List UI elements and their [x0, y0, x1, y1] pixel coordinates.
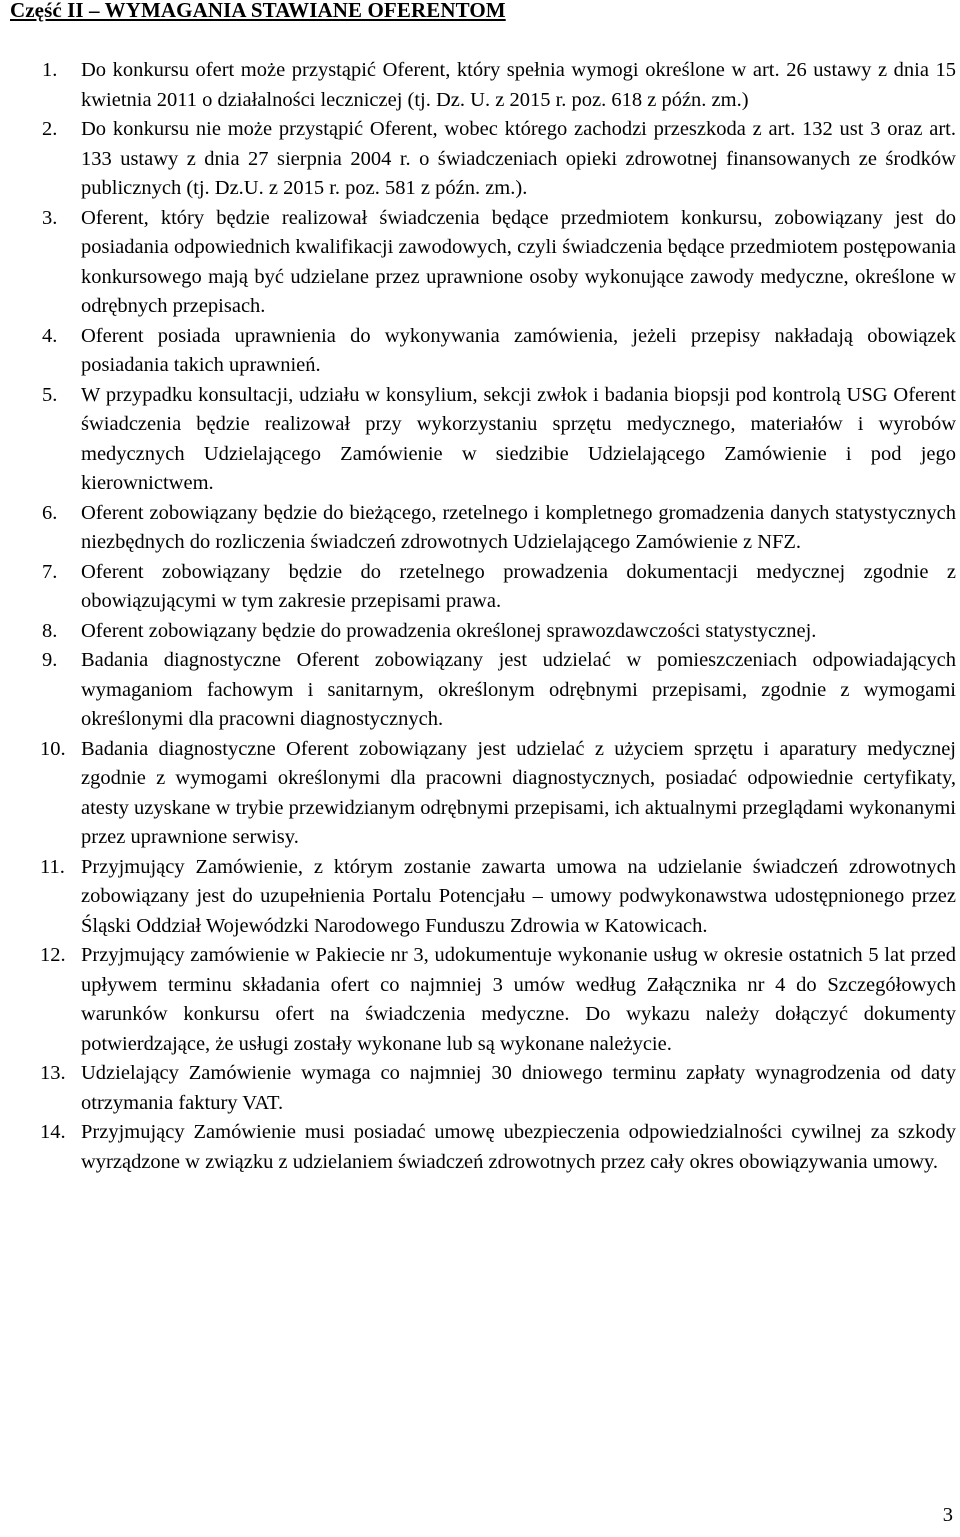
item-text: Oferent zobowiązany będzie do prowadzenia określonej sprawozdawczości statystycznej.: [81, 619, 817, 642]
item-number: 6.: [42, 501, 58, 524]
list-item: [0, 1118, 960, 1177]
list-item: [0, 941, 960, 1059]
item-number: 8.: [42, 619, 58, 642]
item-text: Badania diagnostyczne Oferent zobowiązany jest udzielać w pomieszczeniach odpowiadających wymaganiom fachowym i sanitarnym, określonym odrębnymi przepisami, zgodnie z wymogami określonymi dla pracowni diagnostycznych.: [81, 649, 956, 730]
item-number: 14.: [40, 1121, 66, 1143]
item-number: 1.: [42, 59, 58, 81]
item-number: 10.: [40, 737, 66, 760]
item-text: W przypadku konsultacji, udziału w konsylium, sekcji zwłok i badania biopsji pod kontrolą USG Oferent świadczenia będzie realizował przy wykorzystaniu sprzętu medycznego, materiałów i wyrobów medycznych Udzielającego Zamówienie w siedzibie Udzielającego Zamówienie i pod jego kierownictwem.: [81, 383, 956, 494]
list-item: [0, 115, 960, 204]
list-item: [0, 646, 960, 735]
list-item: [0, 204, 960, 322]
list-item: [0, 381, 960, 499]
item-text: Do konkursu nie może przystąpić Oferent, wobec którego zachodzi przeszkoda z art. 132 ust 3 oraz art. 133 ustawy z dnia 27 sierpnia 2004 r. o świadczeniach opieki zdrowotnej finansowanych ze środków publicznych (tj. Dz.U. z 2015 r. poz. 581 z późn. zm.).: [81, 118, 956, 199]
item-number: 2.: [42, 118, 58, 140]
item-number: 4.: [42, 324, 58, 347]
item-text: Udzielający Zamówienie wymaga co najmniej 30 dniowego terminu zapłaty wynagrodzenia od daty otrzymania faktury VAT.: [81, 1062, 956, 1114]
requirements-list: [0, 56, 960, 1177]
item-text: Do konkursu ofert może przystąpić Oferent, który spełnia wymogi określone w art. 26 ustawy z dnia 15 kwietnia 2011 o działalności leczniczej (tj. Dz. U. z 2015 r. poz. 618 z późn. zm.): [81, 59, 956, 111]
item-number: 7.: [42, 560, 58, 583]
page-number: 3: [942, 1504, 953, 1526]
item-number: 5.: [42, 383, 58, 406]
list-item: [0, 617, 960, 647]
item-number: 3.: [42, 206, 58, 229]
list-item: [0, 1059, 960, 1118]
list-item: [0, 499, 960, 558]
item-text: Oferent posiada uprawnienia do wykonywania zamówienia, jeżeli przepisy nakładają obowiązek posiadania takich uprawnień.: [81, 324, 956, 376]
list-item: [0, 322, 960, 381]
section-heading: Część II – WYMAGANIA STAWIANE OFERENTOM: [10, 0, 506, 22]
item-number: 9.: [42, 649, 58, 671]
item-number: 12.: [40, 944, 66, 966]
item-number: 11.: [40, 855, 65, 878]
item-text: Przyjmujący zamówienie w Pakiecie nr 3, udokumentuje wykonanie usług w okresie ostatnich 5 lat przed upływem terminu składania ofert co najmniej 3 umów według Załącznika nr 4 do Szczegółowych warunków konkursu ofert na świadczenia medyczne. Do wykazu należy dołączyć dokumenty potwierdzające, że usługi zostały wykonane lub są wykonane należycie.: [81, 944, 956, 1055]
item-text: Oferent zobowiązany będzie do rzetelnego prowadzenia dokumentacji medycznej zgodnie z obowiązującymi w tym zakresie przepisami prawa.: [81, 560, 956, 612]
item-text: Oferent, który będzie realizował świadczenia będące przedmiotem konkursu, zobowiązany jest do posiadania odpowiednich kwalifikacji zawodowych, czyli świadczenia będące przedmiotem postępowania konkursowego mają być udzielane przez uprawnione osoby wykonujące zawody medyczne, określone w odrębnych przepisach.: [81, 206, 956, 317]
list-item: [0, 853, 960, 942]
item-text: Przyjmujący Zamówienie musi posiadać umowę ubezpieczenia odpowiedzialności cywilnej za szkody wyrządzone w związku z udzielaniem świadczeń zdrowotnych przez cały okres obowiązywania umowy.: [81, 1121, 956, 1173]
item-text: Oferent zobowiązany będzie do bieżącego, rzetelnego i kompletnego gromadzenia danych statystycznych niezbędnych do rozliczenia świadczeń zdrowotnych Udzielającego Zamówienie z NFZ.: [81, 501, 956, 553]
item-text: Badania diagnostyczne Oferent zobowiązany jest udzielać z użyciem sprzętu i aparatury medycznej zgodnie z wymogami określonymi dla pracowni diagnostycznych, posiadać odpowiednie certyfikaty, atesty uzyskane w trybie przewidzianym odrębnymi przepisami, ich aktualnymi przeglądami wykonanymi przez uprawnione serwisy.: [81, 737, 956, 848]
list-item: [0, 558, 960, 617]
list-item: [0, 735, 960, 853]
item-text: Przyjmujący Zamówienie, z którym zostanie zawarta umowa na udzielanie świadczeń zdrowotnych zobowiązany jest do uzupełnienia Portalu Potencjału – umowy podwykonawstwa udostępnionego przez Śląski Oddział Wojewódzki Narodowego Funduszu Zdrowia w Katowicach.: [81, 855, 956, 937]
list-item: [0, 56, 960, 115]
item-number: 13.: [40, 1062, 66, 1084]
